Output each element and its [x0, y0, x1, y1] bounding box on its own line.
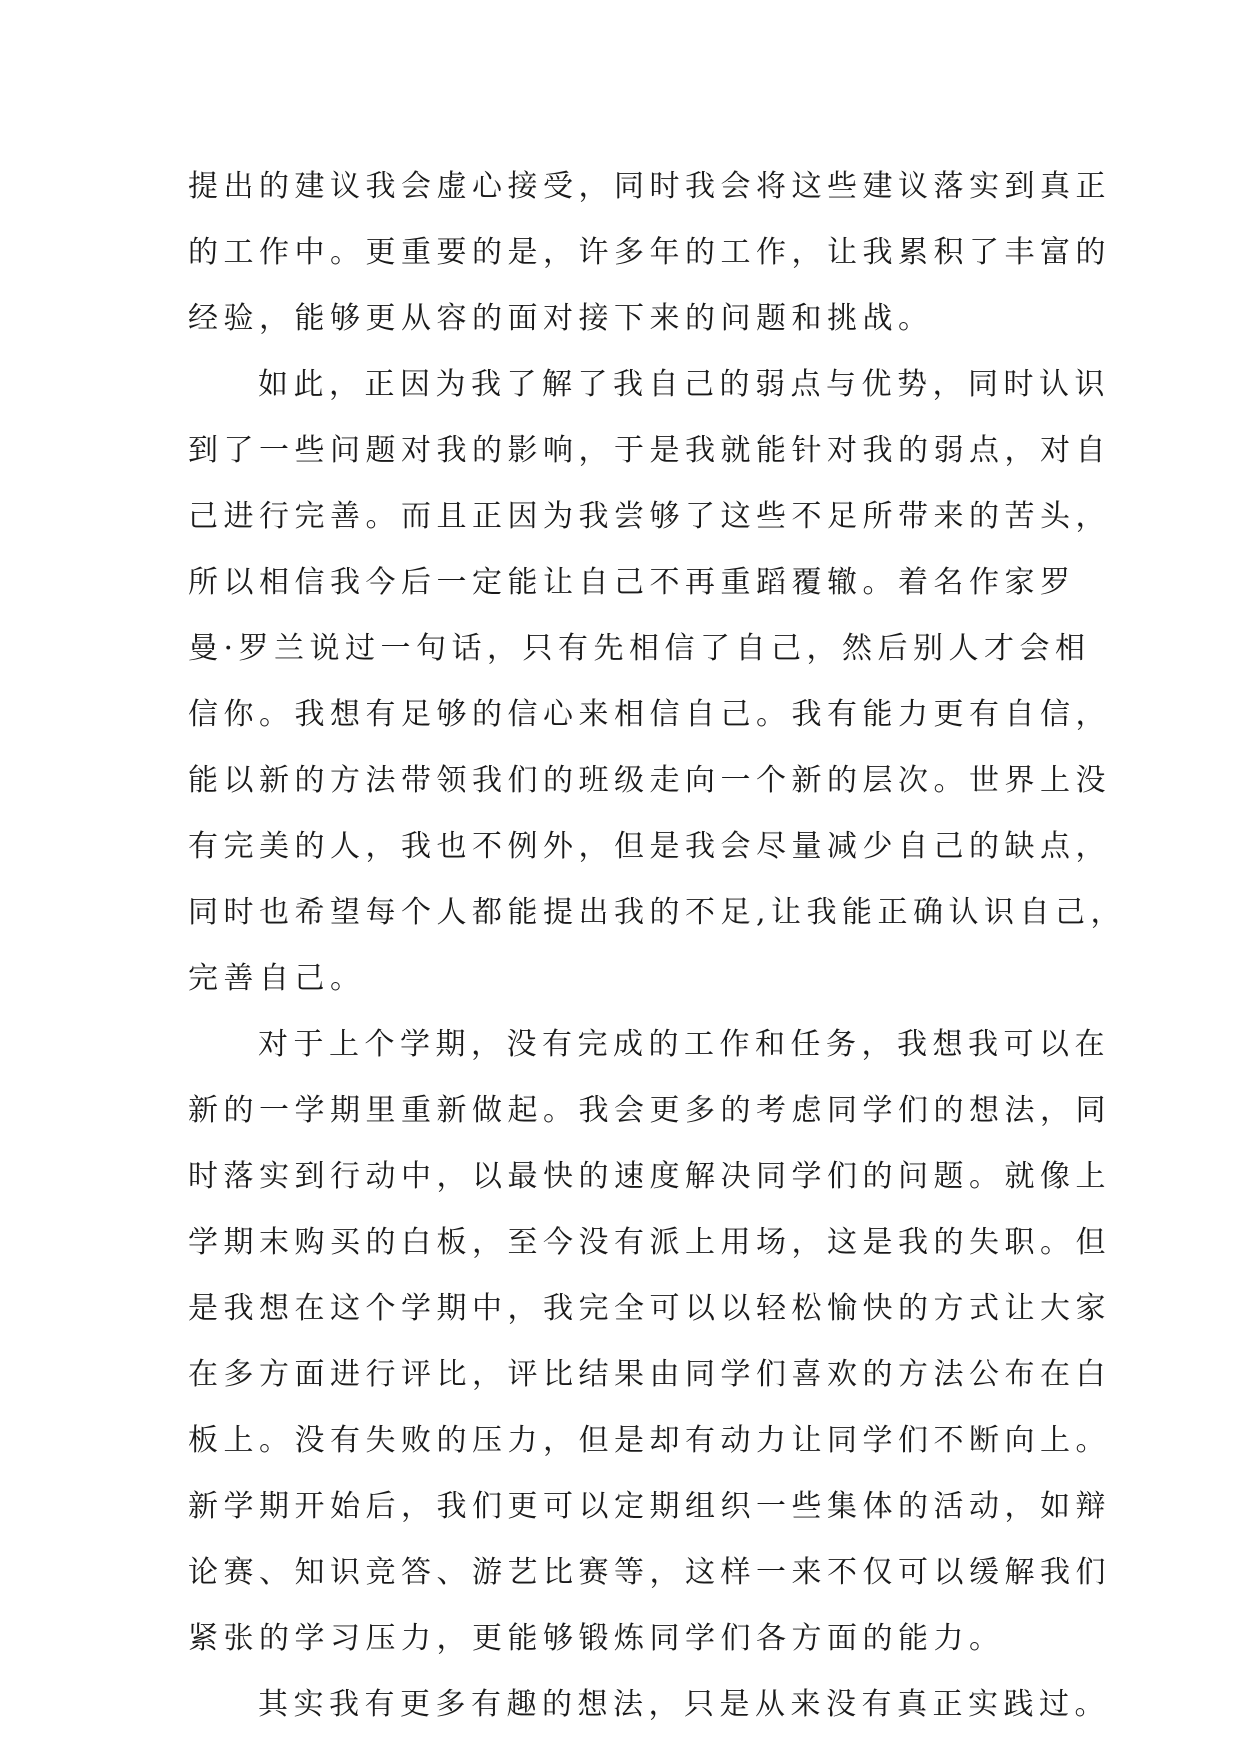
text-line: 的工作中。更重要的是，许多年的工作，让我累积了丰富的 — [188, 235, 1111, 270]
paragraph — [188, 1672, 1110, 1738]
text-line: 能以新的方法带领我们的班级走向一个新的层次。世界上没 — [188, 763, 1111, 798]
text-line: 同时也希望每个人都能提出我的不足,让我能正确认识自己， — [188, 895, 1127, 930]
text-line: 板上。没有失败的压力，但是却有动力让同学们不断向上。 — [188, 1423, 1111, 1458]
text-line: 到了一些问题对我的影响，于是我就能针对我的弱点，对自 — [188, 433, 1111, 468]
body-text — [188, 154, 1127, 1738]
text-line: 经验，能够更从容的面对接下来的问题和挑战。 — [188, 301, 934, 336]
text-line: 论赛、知识竞答、游艺比赛等，这样一来不仅可以缓解我们 — [188, 1555, 1111, 1590]
text-line: 如此，正因为我了解了我自己的弱点与优势，同时认识 — [258, 367, 1110, 402]
text-line: 提出的建议我会虚心接受，同时我会将这些建议落实到真正 — [188, 169, 1111, 204]
text-line: 其实我有更多有趣的想法，只是从来没有真正实践过。 — [258, 1687, 1110, 1722]
text-line: 时落实到行动中，以最快的速度解决同学们的问题。就像上 — [188, 1159, 1111, 1194]
text-line: 曼·罗兰说过一句话，只有先相信了自己，然后别人才会相 — [188, 631, 1091, 666]
text-line: 完善自己。 — [188, 961, 366, 996]
paragraph — [188, 154, 1111, 352]
text-line: 信你。我想有足够的信心来相信自己。我有能力更有自信， — [188, 697, 1111, 732]
text-line: 有完美的人，我也不例外，但是我会尽量减少自己的缺点， — [188, 829, 1111, 864]
text-line: 己进行完善。而且正因为我尝够了这些不足所带来的苦头， — [188, 499, 1111, 534]
paragraph — [188, 1012, 1111, 1672]
text-line: 对于上个学期，没有完成的工作和任务，我想我可以在 — [258, 1027, 1110, 1062]
text-line: 新的一学期里重新做起。我会更多的考虑同学们的想法，同 — [188, 1093, 1111, 1128]
text-line: 学期末购买的白板，至今没有派上用场，这是我的失职。但 — [188, 1225, 1111, 1260]
text-line: 是我想在这个学期中，我完全可以以轻松愉快的方式让大家 — [188, 1291, 1111, 1326]
text-line: 所以相信我今后一定能让自己不再重蹈覆辙。着名作家罗 — [188, 565, 1076, 600]
text-line: 在多方面进行评比，评比结果由同学们喜欢的方法公布在白 — [188, 1357, 1111, 1392]
paragraph — [188, 352, 1127, 1012]
text-line: 紧张的学习压力，更能够锻炼同学们各方面的能力。 — [188, 1621, 1005, 1656]
text-line: 新学期开始后，我们更可以定期组织一些集体的活动，如辩 — [188, 1489, 1111, 1524]
